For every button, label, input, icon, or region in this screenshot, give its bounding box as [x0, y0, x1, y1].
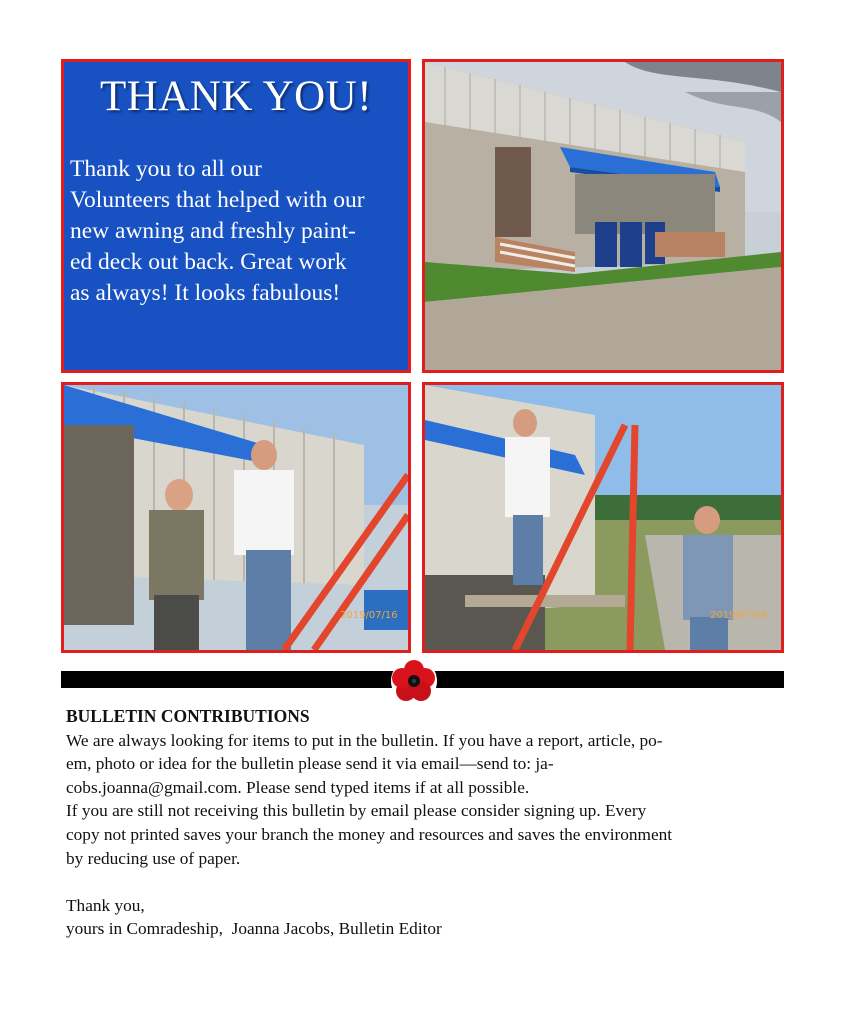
thank-you-title: THANK YOU! [99, 73, 373, 120]
building-scene [425, 62, 781, 370]
bulletin-line: em, photo or idea for the bulletin please send it via email—send to: ja- [66, 754, 554, 774]
thank-you-panel [61, 59, 411, 373]
bulletin-heading: BULLETIN CONTRIBUTIONS [66, 706, 310, 726]
bulletin-line: If you are still not receiving this bulletin by email please consider signing up. Every [66, 801, 647, 821]
thank-you-message: Thank you to all our Volunteers that helped with our new awning and freshly paint- ed deck out back. Great work as always! It looks fabulous! [70, 156, 365, 306]
bulletin-body [66, 729, 776, 871]
photo-volunteers-awning [61, 382, 411, 653]
poppy-icon [390, 657, 438, 705]
bulletin-line: cobs.joanna@gmail.com. Please send typed items if at all possible. [66, 777, 530, 797]
photo-volunteer-ladder [422, 382, 784, 653]
bulletin-contributions [66, 705, 776, 941]
bulletin-line: by reducing use of paper. [66, 848, 241, 868]
closing-line: Thank you, [66, 895, 145, 915]
photo-timestamp: 2019/07/16 [340, 610, 398, 621]
bulletin-line: copy not printed saves your branch the money and resources and saves the environment [66, 824, 673, 844]
photo-building-awning [422, 59, 784, 373]
signature-line: yours in Comradeship, Joanna Jacobs, Bulletin Editor [66, 919, 442, 939]
bulletin-line: We are always looking for items to put in the bulletin. If you have a report, article, po- [66, 730, 663, 750]
photo-timestamp: 2019/07/16 [710, 610, 768, 621]
